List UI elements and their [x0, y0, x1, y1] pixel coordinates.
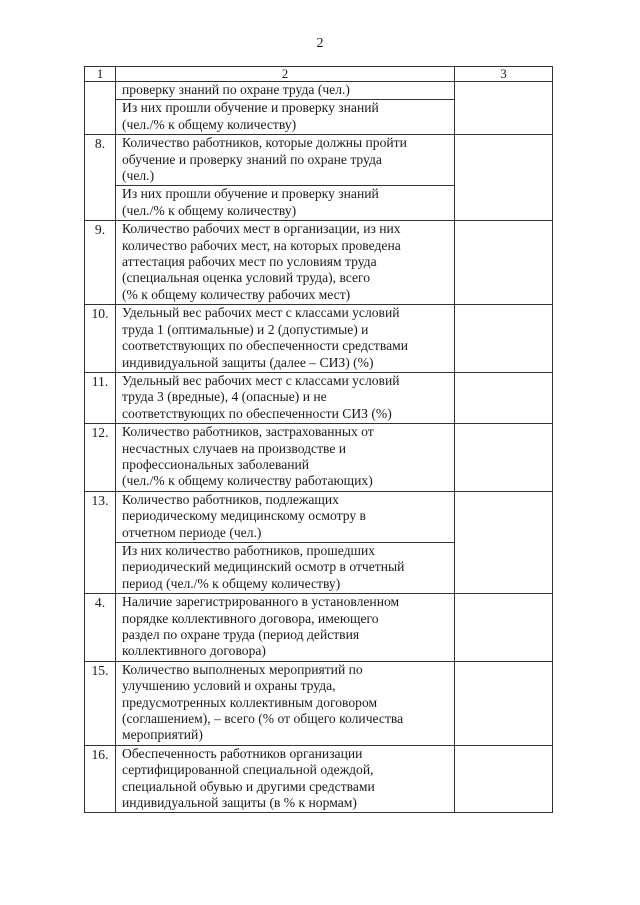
value-cell: [455, 661, 553, 745]
indicator-text: [116, 491, 455, 542]
row-number: 15.: [85, 661, 116, 745]
table-header-row: [85, 67, 553, 82]
indicator-text: [116, 82, 455, 100]
row-number: [85, 82, 116, 135]
indicator-label: Количество рабочих мест в организации, из них количество рабочих мест, на которых проведена аттестация рабочих мест по условиям труда (специальная оценка условий труда), всего (% к общему количеству рабочих мест): [122, 221, 401, 302]
indicator-label: Количество выполненых мероприятий по улучшению условий и охраны труда, предусмотренных коллективным договором (соглашением), – всего (% от общего количества мероприятий): [122, 661, 404, 743]
indicator-text: [116, 186, 455, 221]
table-row: [85, 491, 553, 542]
indicator-label: Из них прошли обучение и проверку знаний (чел./% к общему количеству): [122, 100, 379, 132]
indicator-text: [116, 100, 455, 135]
row-number: 9.: [85, 221, 116, 305]
indicator-label: Из них количество работников, прошедших периодический медицинский осмотр в отчетный период (чел./% к общему количеству): [122, 542, 405, 591]
indicator-text: [116, 135, 455, 186]
value-cell: [455, 424, 553, 492]
table-row: [85, 424, 553, 492]
indicator-text: [116, 661, 455, 745]
indicator-text: [116, 305, 455, 373]
indicator-text: [116, 221, 455, 305]
indicator-label: Удельный вес рабочих мест с классами условий труда 3 (вредные), 4 (опасные) и не соответствующих по обеспеченности СИЗ (%): [122, 372, 400, 421]
table-row: [85, 82, 553, 100]
table-row: [85, 305, 553, 373]
row-number: 10.: [85, 305, 116, 373]
column-header-3: 3: [455, 67, 553, 82]
table-row: [85, 661, 553, 745]
indicator-text: [116, 594, 455, 662]
row-number: 11.: [85, 372, 116, 423]
indicator-label: Обеспеченность работников организации сертифицированной специальной одеждой, специальной обувью и другими средствами индивидуальной защиты (в % к нормам): [122, 745, 375, 811]
value-cell: [455, 221, 553, 305]
value-cell: [455, 82, 553, 135]
indicator-label: Количество работников, подлежащих периодическому медицинскому осмотру в отчетном периоде (чел.): [122, 491, 366, 540]
indicator-label: Количество работников, которые должны пройти обучение и проверку знаний по охране труда (чел.): [122, 135, 407, 184]
indicator-text: [116, 745, 455, 813]
row-number: 13.: [85, 491, 116, 593]
column-header-2: 2: [116, 67, 455, 82]
indicator-label: Наличие зарегистрированного в установленном порядке коллективного договора, имеющего раздел по охране труда (период действия коллективного договора): [122, 594, 400, 659]
table-row: [85, 372, 553, 423]
row-number: 12.: [85, 424, 116, 492]
value-cell: [455, 491, 553, 593]
indicator-label: Из них прошли обучение и проверку знаний (чел./% к общему количеству): [122, 186, 379, 218]
indicator-label: Удельный вес рабочих мест с классами условий труда 1 (оптимальные) и 2 (допустимые) и соответствующих по обеспеченности средствами индивидуальной защиты (далее – СИЗ) (%): [122, 305, 408, 370]
row-number: 4.: [85, 594, 116, 662]
value-cell: [455, 372, 553, 423]
column-header-1: 1: [85, 67, 116, 82]
indicator-text: [116, 424, 455, 492]
table-row: [85, 594, 553, 662]
indicator-label: проверку знаний по охране труда (чел.): [122, 82, 350, 97]
value-cell: [455, 594, 553, 662]
report-table: [84, 66, 553, 813]
row-number: 8.: [85, 135, 116, 221]
value-cell: [455, 135, 553, 221]
value-cell: [455, 745, 553, 813]
page-number: 2: [316, 36, 324, 51]
indicator-label: Количество работников, застрахованных от несчастных случаев на производстве и профессиональных заболеваний (чел./% к общему количеству работающих): [122, 424, 374, 489]
indicator-text: [116, 542, 455, 593]
value-cell: [455, 305, 553, 373]
table-row: [85, 745, 553, 813]
report-table-body: [85, 67, 553, 813]
table-row: [85, 221, 553, 305]
row-number: 16.: [85, 745, 116, 813]
table-row: [85, 135, 553, 186]
indicator-text: [116, 372, 455, 423]
